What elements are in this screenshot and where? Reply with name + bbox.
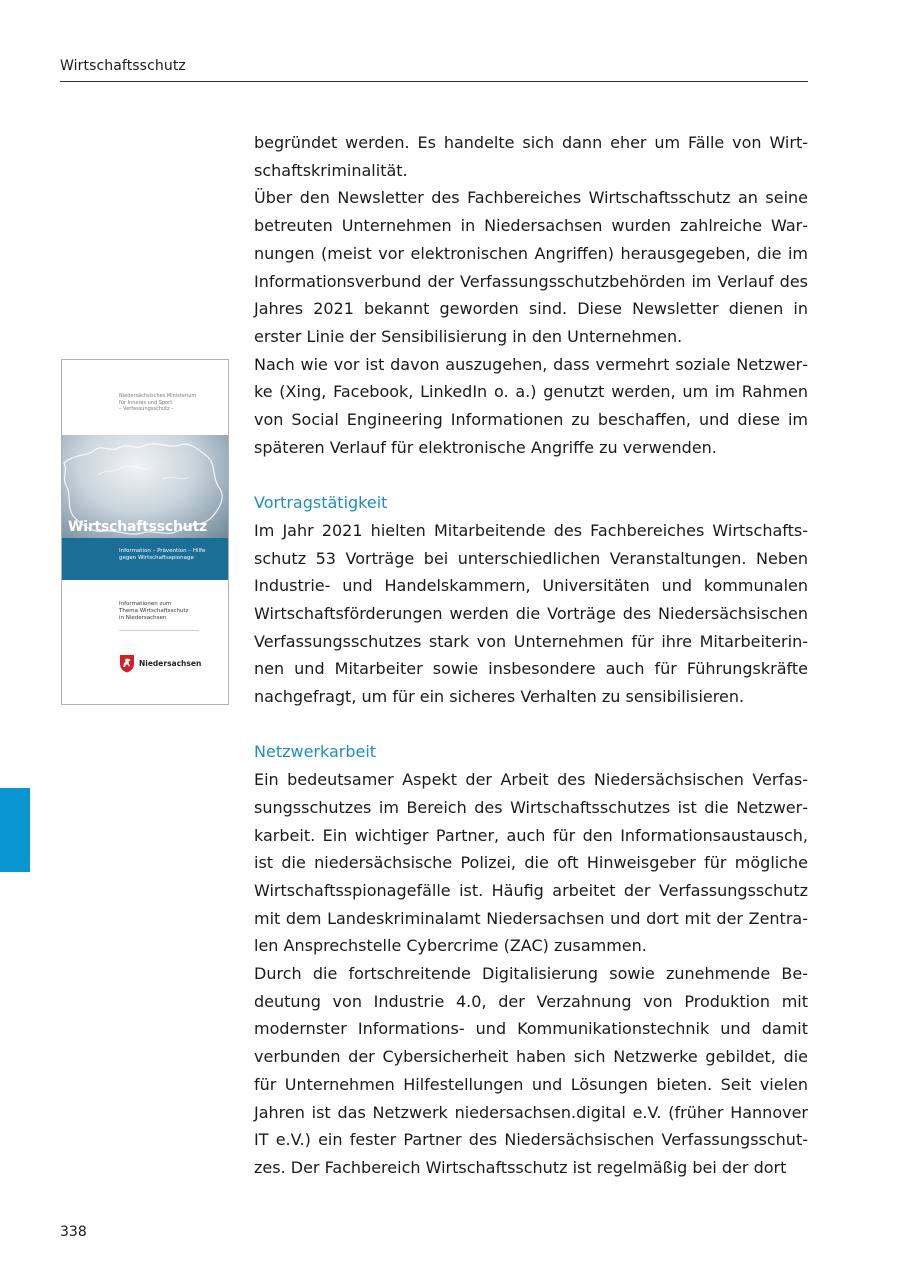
- paragraph-5: Ein bedeutsamer Aspekt der Arbeit des Niedersächsischen Verfassungsschutzes im Bereich des Wirtschaftsschutzes ist die Netzwerkarbeit. Ein wichtiger Partner, auch für den Informationsaustausch, ist die niedersächsische Polizei, die oft Hinweisgeber für mögliche Wirtschaftsspionagefälle ist. Häufig arbeitet der Verfassungsschutz mit dem Landeskriminalamt Niedersachsen und dort mit der Zentralen Ansprechstelle Cybercrime (ZAC) zusammen.: [254, 770, 808, 956]
- section-spacer: [254, 711, 808, 739]
- chapter-side-tab: [0, 788, 30, 872]
- paragraph-4: Im Jahr 2021 hielten Mitarbeitende des Fachbereiches Wirtschaftsschutz 53 Vorträge bei unterschiedlichen Veranstaltungen. Neben Industrie- und Handelskammern, Universitäten und kommunalen Wirtschaftsförderungen werden die Vorträge des Niedersächsischen Verfassungsschutzes stark von Unternehmen für ihre Mitarbeiterinnen und Mitarbeiter sowie insbesondere auch für Führungskräfte nachgefragt, um für ein sicheres Verhalten zu sensibilisieren.: [254, 520, 808, 707]
- section-heading-netzwerkarbeit: Netzwerkarbeit: [254, 742, 377, 762]
- paragraph-2: Über den Newsletter des Fachbereiches Wirtschaftsschutz an seine betreuten Unternehmen in Niedersachsen wurden zahlreiche Warnungen (meist vor elektronischen Angriffen) herausgegeben, die im Informationsverbund der Verfassungsschutzbehörden im Verlauf des Jahres 2021 bekannt geworden sind. Diese Newsletter dienen in erster Linie der Sensibilisierung in den Unternehmen.: [254, 188, 808, 346]
- section-heading-vortragstaetigkeit: Vortragstätigkeit: [254, 493, 388, 513]
- section-spacer: [254, 461, 808, 489]
- header-rule: [60, 81, 808, 82]
- brochure-info-text: Informationen zum Thema Wirtschaftsschutz in Niedersachsen: [119, 601, 189, 621]
- brochure-divider: [119, 630, 199, 631]
- paragraph-3: Nach wie vor ist davon auszugehen, dass vermehrt soziale Netzwerke (Xing, Facebook, LinkedIn o. a.) genutzt werden, um im Rahmen von Social Engineering Informationen zu beschaffen, und diese im späteren Verlauf für elektronische Angriffe zu verwenden.: [254, 354, 808, 457]
- brochure-title: Wirtschaftsschutz: [68, 519, 208, 535]
- paragraph-1: begründet werden. Es handelte sich dann eher um Fälle von Wirtschaftskriminalität.: [254, 133, 808, 180]
- page-number: 338: [60, 1224, 87, 1240]
- niedersachsen-horse-crest-icon: [119, 654, 135, 673]
- main-text-column: [254, 129, 808, 1182]
- brochure-ministry-text: Niedersächsisches Ministerium für Inneres und Sport – Verfassungsschutz –: [119, 393, 197, 412]
- brochure-logo-label: Niedersachsen: [139, 659, 202, 668]
- brochure-subtitle: Information – Prävention – Hilfe gegen Wirtschaftsspionage: [119, 548, 206, 561]
- running-header: Wirtschaftsschutz: [60, 58, 186, 74]
- paragraph-6: Durch die fortschreitende Digitalisierung sowie zunehmende Bedeutung von Industrie 4.0, der Verzahnung von Produktion mit modernster Informations- und Kommunikationstechnik und damit verbunden der Cybersicherheit haben sich Netzwerke gebildet, die für Unternehmen Hilfestellungen und Lösungen bieten. Seit vielen Jahren ist das Netzwerk niedersachsen.digital e.V. (früher Hannover IT e.V.) ein fester Partner des Niedersächsischen Verfassungsschutzes. Der Fachbereich Wirtschaftsschutz ist regelmäßig bei der dort: [254, 964, 808, 1177]
- brochure-cover-image: [61, 359, 229, 705]
